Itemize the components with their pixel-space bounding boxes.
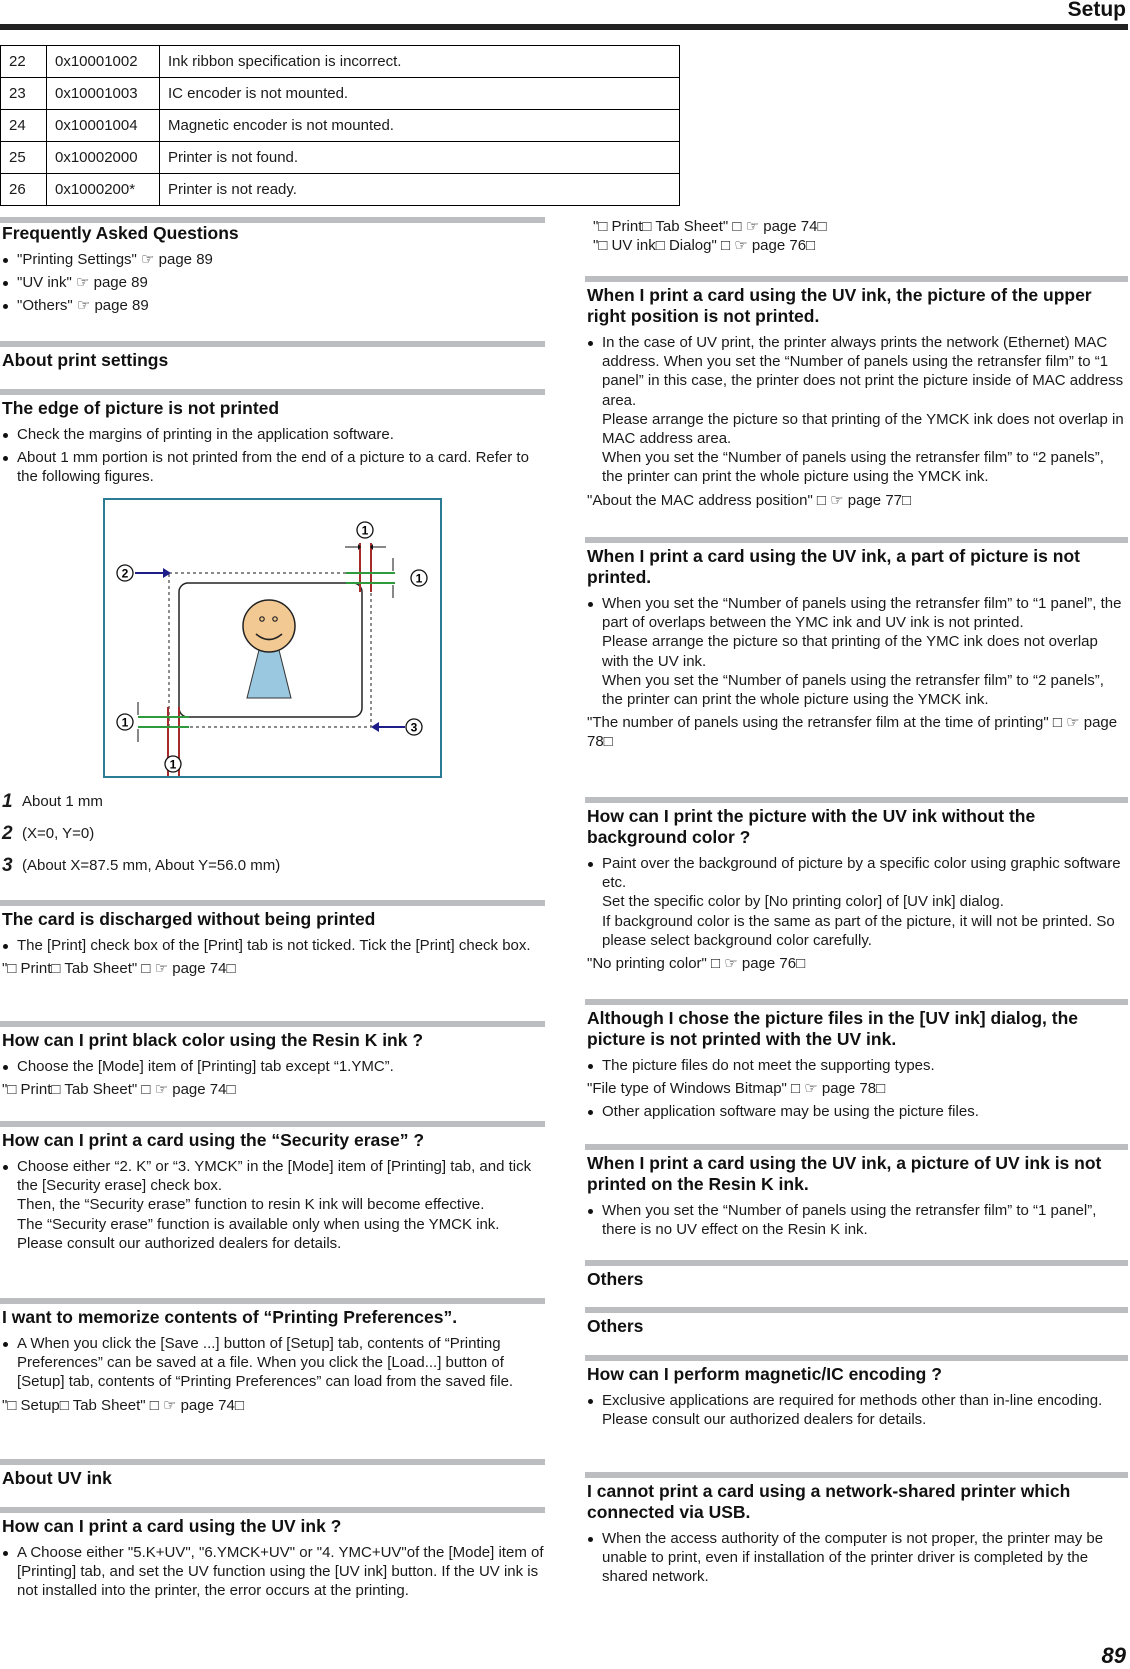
page-reference-link[interactable]: "No printing color" □ ☞ page 76□ [587, 955, 806, 973]
table-row [1, 110, 680, 142]
section-divider [585, 999, 1128, 1005]
bullet-item: A When you click the [Save ...] button of [Setup] tab, contents of “Printing Preferences” can be saved at a file. When you click the [Load...] button of [Setup] tab, contents of “Printing Preferences” can load from the saved file. [0, 1334, 545, 1392]
error-message: IC encoder is not mounted. [160, 78, 680, 110]
page-reference-link[interactable]: "About the MAC address position" □ ☞ page 77□ [587, 491, 912, 509]
bullet-item: Check the margins of printing in the application software. [0, 425, 545, 444]
svg-text:2: 2 [121, 566, 129, 581]
bullet-text: If background color is the same as part of the picture, it will not be printed. So please select background color carefully. [602, 912, 1115, 949]
legend-text: (X=0, Y=0) [22, 825, 95, 842]
section-title: The edge of picture is not printed [2, 398, 280, 418]
bullet-text: Then, the “Security erase” function to resin K ink will become effective. [17, 1196, 485, 1214]
bullet-item: The [Print] check box of the [Print] tab is not ticked. Tick the [Print] check box. [0, 936, 545, 955]
error-code: 0x1000200* [47, 174, 160, 206]
section-divider [585, 537, 1128, 543]
section-divider [585, 276, 1128, 282]
bullet-item [585, 854, 1128, 950]
bullet-text: In the case of UV print, the printer always prints the network (Ethernet) MAC address. When you set the “Number of panels using the retransfer film” to “1 panel” in this case, the printer does not print the picture inside of MAC address area. [602, 334, 1124, 409]
page-number: 89 [1101, 1643, 1126, 1668]
legend-row [0, 856, 545, 876]
legend-number: 1 [2, 791, 13, 812]
bullet-text: Choose either “2. K” or “3. YMCK” in the [Mode] item of [Printing] tab, and tick the [Security erase] check box. [17, 1158, 532, 1195]
error-code: 0x10002000 [47, 142, 160, 174]
svg-text:1: 1 [415, 571, 423, 586]
about-print-section [0, 341, 545, 371]
section-divider [585, 1144, 1128, 1150]
row-number: 22 [1, 46, 47, 78]
section-divider [0, 1298, 545, 1304]
bullet-text: When you set the “Number of panels using the retransfer film” to “1 panel”, the part of overlaps between the YMC ink and UV ink is not printed. [602, 595, 1122, 632]
section-title: Frequently Asked Questions [2, 223, 239, 243]
encoding-section [585, 1355, 1128, 1433]
others-section [585, 1260, 1128, 1290]
page-reference-link[interactable]: "□ Print□ Tab Sheet" □ ☞ page 74□ [2, 960, 236, 978]
page-reference-link[interactable]: "□ Print□ Tab Sheet" □ ☞ page 74□ [593, 218, 827, 235]
bullet-text: Please arrange the picture so that printing of the YMCK ink does not overlap in MAC address area. [602, 410, 1124, 448]
section-title: Others [587, 1269, 644, 1289]
bullet-text: Please consult our authorized dealers for details. [17, 1234, 342, 1252]
header-rule [0, 24, 1128, 30]
section-title: Others [587, 1316, 644, 1336]
page-reference-link[interactable]: "File type of Windows Bitmap" □ ☞ page 78□ [587, 1080, 886, 1098]
section-divider [0, 1459, 545, 1465]
svg-text:3: 3 [410, 720, 418, 735]
section-divider [0, 1021, 545, 1027]
bullet-item: When the access authority of the computer is not proper, the printer may be unable to print, even if installation of the printer driver is completed by the shared network. [585, 1529, 1128, 1587]
section-divider [0, 900, 545, 906]
section-title: I want to memorize contents of “Printing Preferences”. [2, 1307, 458, 1327]
table-row [1, 174, 680, 206]
section-title: When I print a card using the UV ink, the picture of the upper right position is not printed. [587, 285, 1092, 326]
error-code: 0x10001002 [47, 46, 160, 78]
svg-text:1: 1 [169, 757, 177, 772]
bullet-text: Paint over the background of picture by a specific color using graphic software etc. [602, 855, 1121, 892]
section-divider [585, 1260, 1128, 1266]
edge-section [0, 389, 545, 491]
bullet-text: Please arrange the picture so that printing of the YMC ink does not overlap with the UV ink. [602, 633, 1098, 670]
page-reference-link[interactable]: "□ UV ink□ Dialog" □ ☞ page 76□ [593, 237, 816, 255]
section-divider [0, 1507, 545, 1513]
svg-text:1: 1 [361, 523, 369, 538]
section-title: When I print a card using the UV ink, a part of picture is not printed. [587, 546, 1080, 587]
section-title: How can I perform magnetic/IC encoding ? [587, 1364, 942, 1384]
row-number: 24 [1, 110, 47, 142]
bullet-text: The “Security erase” function is available only when using the YMCK ink. [17, 1215, 500, 1233]
card-print-area-figure [103, 498, 442, 778]
others-subsection [585, 1307, 1128, 1337]
section-divider [585, 797, 1128, 803]
bullet-item [0, 1157, 545, 1253]
section-title: The card is discharged without being printed [2, 909, 376, 929]
legend-text: (About X=87.5 mm, About Y=56.0 mm) [22, 857, 281, 874]
error-message: Printer is not ready. [160, 174, 680, 206]
table-row [1, 78, 680, 110]
section-divider [585, 1355, 1128, 1361]
faq-link-printing-settings[interactable]: "Printing Settings" ☞ page 89 [0, 250, 545, 269]
section-title: About print settings [2, 350, 169, 370]
section-title: About UV ink [2, 1468, 112, 1488]
bullet-item [585, 333, 1128, 487]
faq-link-uv-ink[interactable]: "UV ink" ☞ page 89 [0, 273, 545, 292]
bullet-item: About 1 mm portion is not printed from the end of a picture to a card. Refer to the following figures. [0, 448, 545, 486]
section-title: How can I print the picture with the UV ink without the background color ? [587, 806, 1036, 847]
section-title: Although I chose the picture files in the [UV ink] dialog, the picture is not printed with the UV ink. [587, 1008, 1078, 1049]
background-color-section [585, 797, 1128, 977]
table-row [1, 46, 680, 78]
section-title: How can I print a card using the “Security erase” ? [2, 1130, 425, 1150]
section-divider [585, 1307, 1128, 1313]
bullet-item: A Choose either "5.K+UV", "6.YMCK+UV" or "4. YMC+UV"of the [Mode] item of [Printing] tab, and set the UV function using the [UV ink] button. If the UV ink is not installed into the printer, the error occurs at the printing. [0, 1543, 545, 1601]
bullet-item [585, 594, 1128, 709]
page-reference-link[interactable]: "□ Setup□ Tab Sheet" □ ☞ page 74□ [2, 1396, 244, 1414]
row-number: 25 [1, 142, 47, 174]
legend-row [0, 792, 545, 812]
error-code: 0x10001004 [47, 110, 160, 142]
section-title: When I print a card using the UV ink, a picture of UV ink is not printed on the Resin K ink. [587, 1153, 1102, 1194]
part-not-printed-section [585, 537, 1128, 756]
error-message: Ink ribbon specification is incorrect. [160, 46, 680, 78]
section-title: How can I print a card using the UV ink ? [2, 1516, 342, 1536]
legend-text: About 1 mm [22, 793, 103, 810]
section-divider [0, 389, 545, 395]
section-divider [0, 1121, 545, 1127]
section-title: I cannot print a card using a network-shared printer which connected via USB. [587, 1481, 1071, 1522]
bullet-item: The picture files do not meet the supporting types. [585, 1056, 1128, 1075]
svg-text:1: 1 [121, 715, 129, 730]
row-number: 26 [1, 174, 47, 206]
top-references [585, 217, 1128, 255]
security-erase-section [0, 1121, 545, 1257]
page-reference-link[interactable]: "□ Print□ Tab Sheet" □ ☞ page 74□ [2, 1081, 236, 1099]
bullet-text: When you set the “Number of panels using the retransfer film” to “2 panels”, the printer can print the whole picture using the YMCK ink. [602, 449, 1104, 486]
bullet-item: Choose the [Mode] item of [Printing] tab except “1.YMC”. [0, 1057, 545, 1076]
section-title: How can I print black color using the Resin K ink ? [2, 1030, 424, 1050]
legend-number: 3 [2, 855, 13, 876]
upper-right-section [585, 276, 1128, 514]
picture-files-section [585, 999, 1128, 1126]
bullet-item: Other application software may be using the picture files. [585, 1102, 1128, 1121]
bullet-text: Exclusive applications are required for methods other than in-line encoding. [602, 1392, 1103, 1409]
page-reference-link[interactable]: "The number of panels using the retransfer film at the time of printing" □ ☞ page 78□ [587, 714, 1118, 751]
figure-legend [0, 792, 545, 888]
bullet-text: When you set the “Number of panels using the retransfer film” to “2 panels”, the printer can print the whole picture using the YMCK ink. [602, 671, 1104, 709]
section-divider [585, 1472, 1128, 1478]
resin-k-section [585, 1144, 1128, 1243]
error-code: 0x10001003 [47, 78, 160, 110]
memorize-section [0, 1298, 545, 1419]
print-margin-diagram [105, 500, 440, 776]
bullet-text: Set the specific color by [No printing color] of [UV ink] dialog. [602, 893, 1004, 911]
row-number: 23 [1, 78, 47, 110]
legend-number: 2 [2, 823, 13, 844]
table-row [1, 142, 680, 174]
faq-link-others[interactable]: "Others" ☞ page 89 [0, 296, 545, 315]
error-message: Magnetic encoder is not mounted. [160, 110, 680, 142]
faq-section [0, 217, 545, 320]
section-divider [0, 341, 545, 347]
black-color-section [0, 1021, 545, 1103]
bullet-item [585, 1391, 1128, 1429]
legend-row [0, 824, 545, 844]
uv-how-section [0, 1507, 545, 1605]
error-message: Printer is not found. [160, 142, 680, 174]
page-header-title: Setup [1067, 0, 1126, 21]
about-uv-section [0, 1459, 545, 1489]
bullet-item: When you set the “Number of panels using the retransfer film” to “1 panel”, there is no UV effect on the Resin K ink. [585, 1201, 1128, 1239]
error-code-table [0, 45, 680, 206]
network-printer-section [585, 1472, 1128, 1591]
discharged-section [0, 900, 545, 982]
bullet-text: Please consult our authorized dealers for details. [602, 1411, 927, 1429]
